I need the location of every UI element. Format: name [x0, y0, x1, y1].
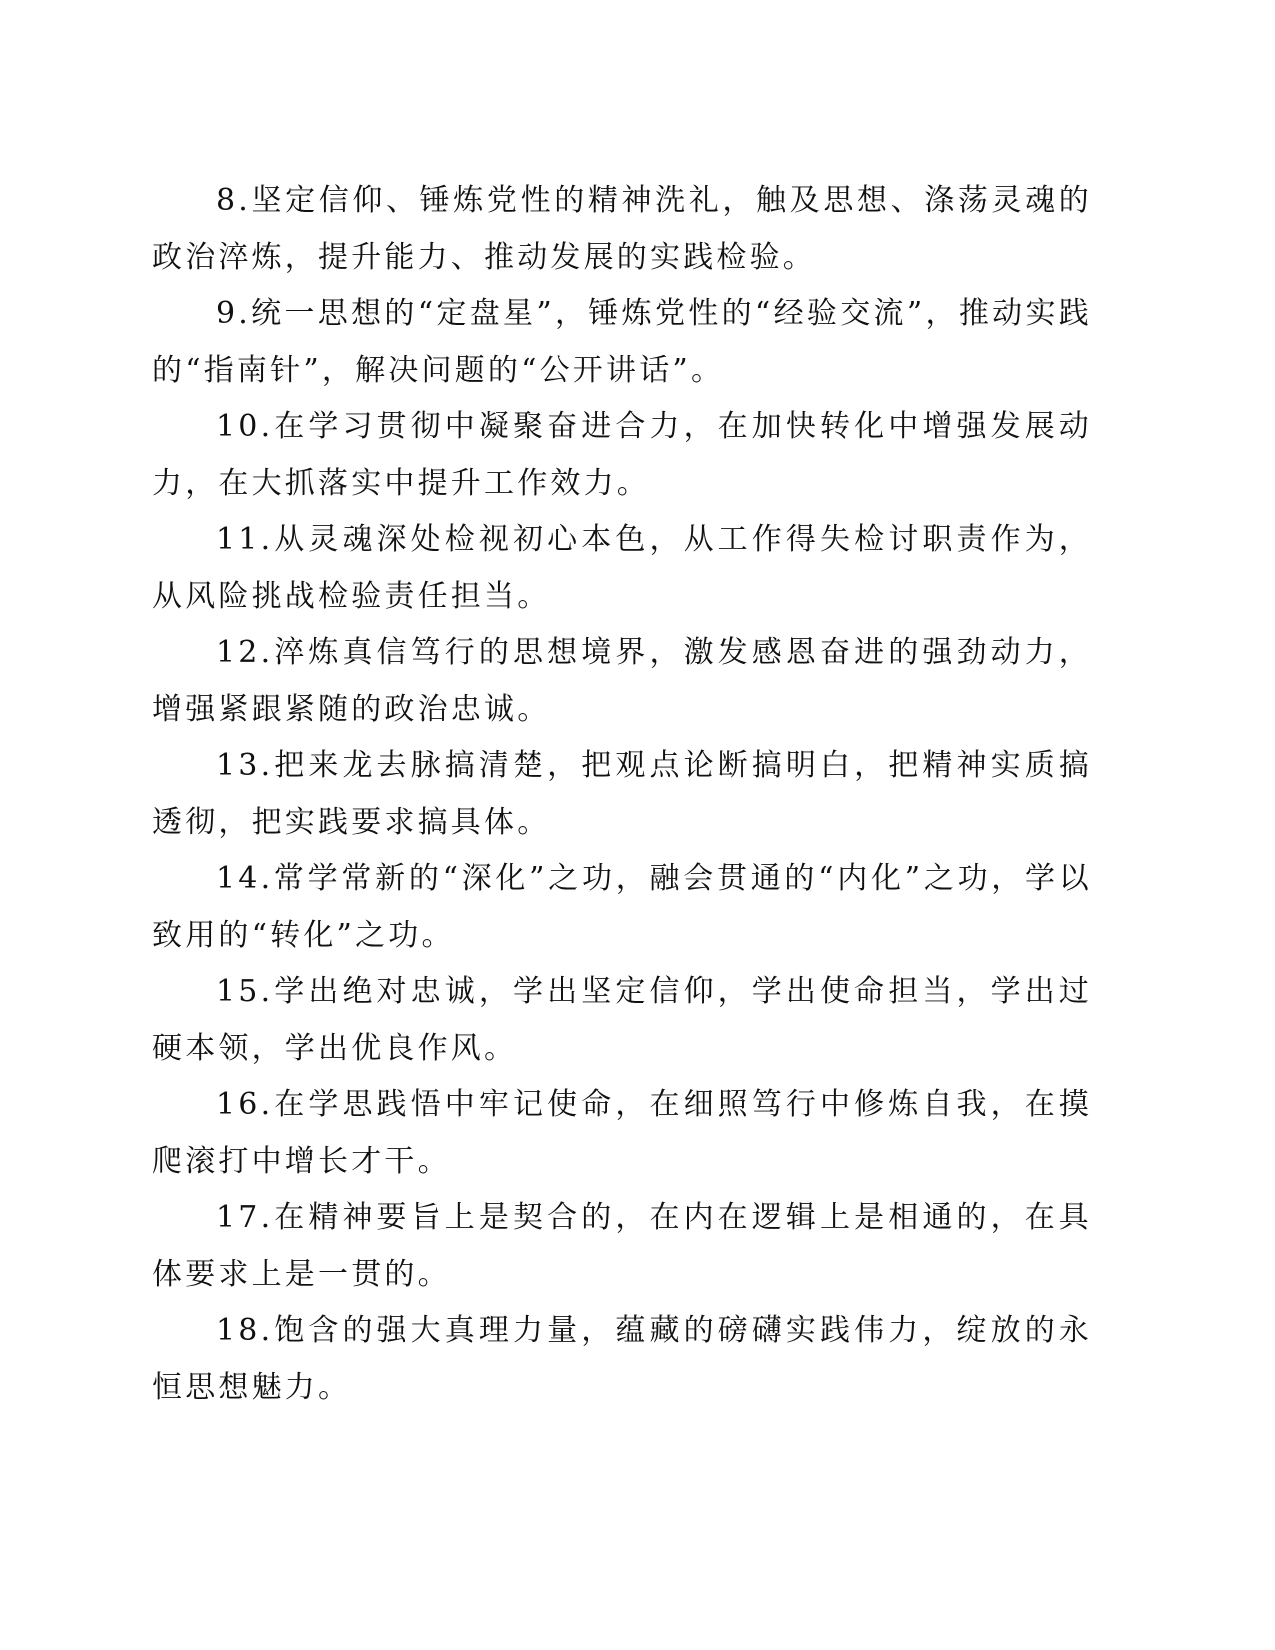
paragraph-17: 17.在精神要旨上是契合的，在内在逻辑上是相通的，在具体要求上是一贯的。: [152, 1200, 1092, 1292]
paragraph-14: 14.常学常新的“深化”之功，融会贯通的“内化”之功，学以致用的“转化”之功。: [152, 861, 1092, 953]
paragraph-11: 11.从灵魂深处检视初心本色，从工作得失检讨职责作为，从风险挑战检验责任担当。: [152, 522, 1092, 614]
document-body: [152, 173, 1092, 1416]
paragraph-13: 13.把来龙去脉搞清楚，把观点论断搞明白，把精神实质搞透彻，把实践要求搞具体。: [152, 748, 1092, 840]
paragraph-16: 16.在学思践悟中牢记使命，在细照笃行中修炼自我，在摸爬滚打中增长才干。: [152, 1087, 1092, 1179]
paragraph-10: 10.在学习贯彻中凝聚奋进合力，在加快转化中增强发展动力，在大抓落实中提升工作效力。: [152, 409, 1092, 501]
paragraph-8: 8.坚定信仰、锤炼党性的精神洗礼，触及思想、涤荡灵魂的政治淬炼，提升能力、推动发展的实践检验。: [152, 183, 1092, 275]
paragraph-9: 9.统一思想的“定盘星”，锤炼党性的“经验交流”，推动实践的“指南针”，解决问题的“公开讲话”。: [152, 296, 1092, 388]
paragraph-12: 12.淬炼真信笃行的思想境界，激发感恩奋进的强劲动力，增强紧跟紧随的政治忠诚。: [152, 635, 1092, 727]
paragraph-15: 15.学出绝对忠诚，学出坚定信仰，学出使命担当，学出过硬本领，学出优良作风。: [152, 974, 1092, 1066]
paragraph-18: 18.饱含的强大真理力量，蕴藏的磅礴实践伟力，绽放的永恒思想魅力。: [152, 1313, 1092, 1405]
